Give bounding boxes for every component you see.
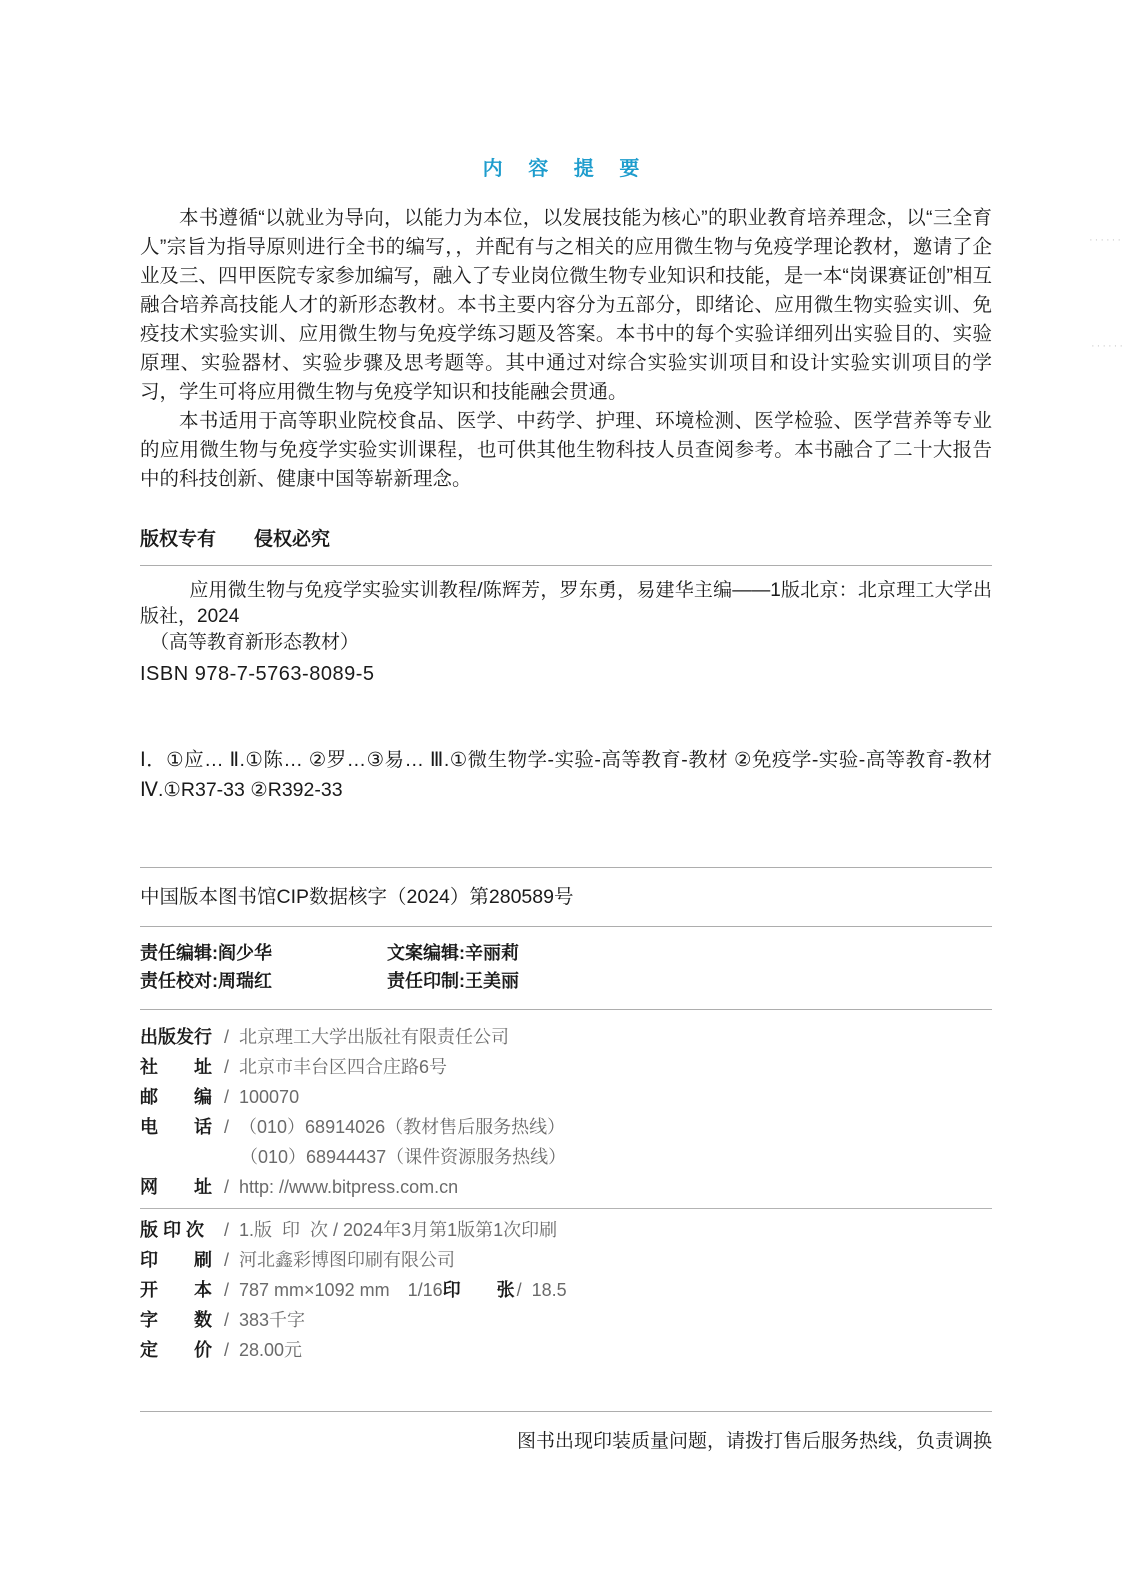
publication-value: 100070 xyxy=(239,1087,300,1107)
publication-row xyxy=(140,1022,992,1052)
separator: / xyxy=(224,1027,230,1047)
publication-row xyxy=(140,1142,992,1172)
editor-cell: 文案编辑:辛丽莉 xyxy=(387,943,519,963)
publication-value: 北京市丰台区四合庄路6号 xyxy=(239,1057,448,1077)
separator: / xyxy=(224,1177,230,1197)
publication-label: 出版发行 xyxy=(140,1027,212,1047)
publication-label: 社 址 xyxy=(140,1057,212,1077)
separator: / xyxy=(224,1087,230,1107)
publication-row xyxy=(140,1052,992,1082)
summary-paragraph: 本书适用于高等职业院校食品、医学、中药学、护理、环境检测、医学检验、医学营养等专业的应用微生物与免疫学实验实训课程，也可供其他生物科技人员查阅参考。本书融合了二十大报告中的科技创新、健康中国等崭新理念。 xyxy=(140,410,992,490)
copyright-notice: 版权专有 侵权必究 xyxy=(140,529,331,550)
publication-row xyxy=(140,1112,992,1142)
divider xyxy=(140,1208,992,1209)
publication-value: http: //www.bitpress.com.cn xyxy=(239,1177,459,1197)
publication-label: 邮 编 xyxy=(140,1087,212,1107)
publication-value: 787 mm×1092 mm 1/16 xyxy=(239,1280,443,1300)
scan-artifact: ······ xyxy=(1091,340,1125,352)
separator: / xyxy=(224,1057,230,1077)
publication-row xyxy=(140,1335,992,1365)
publication-value: （010）68914026（教材售后服务热线） xyxy=(239,1117,566,1137)
publication-label: 网 址 xyxy=(140,1177,212,1197)
publication-value: 1.版 印 次 / 2024年3月第1版第1次印刷 xyxy=(239,1220,558,1240)
editor-cell: 责任校对:周瑞红 xyxy=(140,971,272,991)
editors-row xyxy=(140,967,992,995)
publication-label: 电 话 xyxy=(140,1117,212,1137)
publication-label: 开 本 xyxy=(140,1280,212,1300)
publication-value: （010）68944437（课件资源服务热线） xyxy=(240,1147,567,1167)
publication-row xyxy=(140,1305,992,1335)
editors-row xyxy=(140,939,992,967)
publication-value: 383千字 xyxy=(239,1310,306,1330)
divider xyxy=(140,926,992,927)
publication-label: 字 数 xyxy=(140,1310,212,1330)
footer-notice: 图书出现印装质量问题，请拨打售后服务热线，负责调换 xyxy=(516,1431,992,1452)
publication-value: 北京理工大学出版社有限责任公司 xyxy=(239,1027,510,1047)
publication-label: 定 价 xyxy=(140,1340,212,1360)
publication-value: 28.00元 xyxy=(239,1340,303,1360)
editors-block xyxy=(140,939,992,995)
editor-cell: 责任编辑:阎少华 xyxy=(140,943,272,963)
summary-paragraph: 本书遵循“以就业为导向，以能力为本位，以发展技能为核心”的职业教育培养理念，以“三全育人”宗旨为指导原则进行全书的编写，，并配有与之相关的应用微生物与免疫学理论教材，邀请了企业及三、四甲医院专家参加编写，融入了专业岗位微生物专业知识和技能，是一本“岗课赛证创”相互融合培养高技能人才的新形态教材。本书主要内容分为五部分，即绪论、应用微生物实验实训、免疫技术实验实训、应用微生物与免疫学练习题及答案。本书中的每个实验详细列出实验目的、实验原理、实验器材、实验步骤及思考题等。其中通过对综合实验实训项目和设计实验实训项目的学习，学生可将应用微生物与免疫学知识和技能融会贯通。 xyxy=(140,207,992,403)
summary-paragraphs xyxy=(140,204,992,494)
divider xyxy=(140,1411,992,1412)
cip-record: 中国版本图书馆CIP数据核字（2024）第280589号 xyxy=(140,886,574,908)
publication-row xyxy=(140,1275,992,1305)
separator: / xyxy=(224,1280,230,1300)
publication-value: 河北鑫彩博图印刷有限公司 xyxy=(239,1250,456,1270)
publication-row xyxy=(140,1082,992,1112)
publication-list xyxy=(140,1022,992,1365)
cip-description: 应用微生物与免疫学实验实训教程/陈辉芳，罗东勇，易建华主编——1版北京：北京理工大学出版社，2024 xyxy=(140,580,992,627)
publication-row xyxy=(140,1172,992,1202)
publication-value: 18.5 xyxy=(531,1280,567,1300)
separator: / xyxy=(224,1117,230,1137)
cip-classification: Ⅰ．①应… Ⅱ.①陈… ②罗…③易… Ⅲ.①微生物学-实验-高等教育-教材 ②免疫学-实验-高等教育-教材 Ⅳ.①R37-33 ②R392-33 xyxy=(140,749,992,801)
divider xyxy=(140,1009,992,1010)
divider xyxy=(140,867,992,868)
page-title: 内 容 提 要 xyxy=(482,158,650,180)
divider xyxy=(140,565,992,566)
page-content xyxy=(140,0,992,1453)
publication-label: 印 刷 xyxy=(140,1250,212,1270)
separator: / xyxy=(224,1310,230,1330)
publication-label: 版 印 次 xyxy=(140,1220,205,1240)
editor-cell: 责任印制:王美丽 xyxy=(387,971,519,991)
cip-series: （高等教育新形态教材） xyxy=(150,632,360,653)
separator: / xyxy=(224,1250,230,1270)
isbn: ISBN 978-7-5763-8089-5 xyxy=(140,663,375,685)
separator: / xyxy=(224,1220,230,1240)
separator: / xyxy=(224,1340,230,1360)
scan-artifact: ······ xyxy=(1089,234,1123,246)
publication-row xyxy=(140,1215,992,1245)
separator: / xyxy=(516,1280,522,1300)
publication-label: 印 张 xyxy=(442,1280,515,1300)
publication-row xyxy=(140,1245,992,1275)
